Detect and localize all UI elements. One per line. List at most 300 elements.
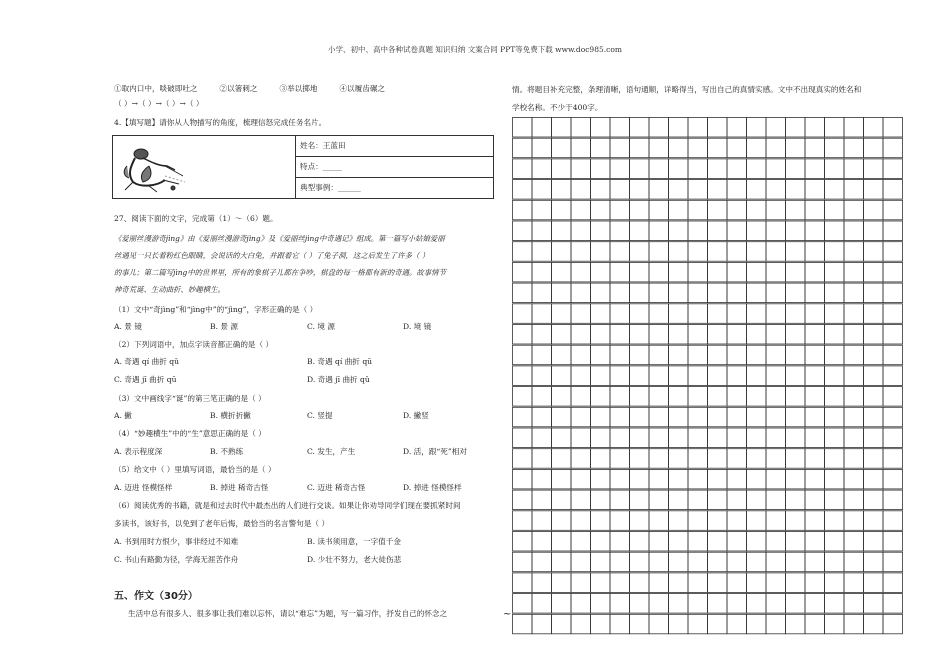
- grid-cell[interactable]: [747, 221, 767, 241]
- grid-cell[interactable]: [630, 221, 650, 241]
- grid-cell[interactable]: [805, 118, 825, 138]
- grid-cell[interactable]: [571, 407, 591, 427]
- grid-cell[interactable]: [766, 511, 786, 531]
- grid-cell[interactable]: [649, 138, 669, 158]
- grid-cell[interactable]: [552, 159, 572, 179]
- grid-cell[interactable]: [844, 242, 864, 262]
- grid-cell[interactable]: [805, 532, 825, 552]
- grid-cell[interactable]: [727, 304, 747, 324]
- grid-cell[interactable]: [649, 490, 669, 510]
- grid-cell[interactable]: [708, 221, 728, 241]
- grid-cell[interactable]: [610, 511, 630, 531]
- grid-cell[interactable]: [727, 469, 747, 489]
- grid-cell[interactable]: [571, 138, 591, 158]
- grid-cell[interactable]: [591, 200, 611, 220]
- grid-cell[interactable]: [552, 366, 572, 386]
- grid-cell[interactable]: [727, 283, 747, 303]
- grid-cell[interactable]: [766, 614, 786, 634]
- grid-cell[interactable]: [766, 594, 786, 614]
- grid-cell[interactable]: [513, 428, 533, 448]
- grid-cell[interactable]: [591, 490, 611, 510]
- grid-cell[interactable]: [513, 449, 533, 469]
- grid-cell[interactable]: [630, 594, 650, 614]
- grid-cell[interactable]: [747, 428, 767, 448]
- grid-cell[interactable]: [688, 138, 708, 158]
- grid-cell[interactable]: [571, 511, 591, 531]
- grid-cell[interactable]: [649, 449, 669, 469]
- grid-cell[interactable]: [532, 407, 552, 427]
- grid-cell[interactable]: [610, 469, 630, 489]
- grid-cell[interactable]: [688, 200, 708, 220]
- grid-cell[interactable]: [786, 180, 806, 200]
- grid-cell[interactable]: [805, 159, 825, 179]
- grid-cell[interactable]: [844, 490, 864, 510]
- grid-cell[interactable]: [825, 469, 845, 489]
- grid-cell[interactable]: [786, 449, 806, 469]
- grid-cell[interactable]: [786, 387, 806, 407]
- grid-cell[interactable]: [688, 428, 708, 448]
- grid-cell[interactable]: [747, 138, 767, 158]
- grid-cell[interactable]: [747, 511, 767, 531]
- grid-cell[interactable]: [844, 552, 864, 572]
- grid-cell[interactable]: [825, 159, 845, 179]
- grid-cell[interactable]: [688, 387, 708, 407]
- grid-cell[interactable]: [630, 138, 650, 158]
- grid-cell[interactable]: [727, 242, 747, 262]
- grid-cell[interactable]: [591, 594, 611, 614]
- grid-cell[interactable]: [571, 283, 591, 303]
- grid-cell[interactable]: [630, 552, 650, 572]
- grid-cell[interactable]: [825, 242, 845, 262]
- grid-cell[interactable]: [766, 180, 786, 200]
- grid-cell[interactable]: [844, 283, 864, 303]
- grid-cell[interactable]: [669, 345, 689, 365]
- grid-cell[interactable]: [786, 283, 806, 303]
- grid-cell[interactable]: [747, 614, 767, 634]
- grid-cell[interactable]: [610, 594, 630, 614]
- grid-cell[interactable]: [825, 407, 845, 427]
- grid-cell[interactable]: [688, 532, 708, 552]
- grid-cell[interactable]: [532, 469, 552, 489]
- grid-cell[interactable]: [844, 221, 864, 241]
- grid-cell[interactable]: [630, 242, 650, 262]
- grid-cell[interactable]: [591, 159, 611, 179]
- grid-cell[interactable]: [610, 449, 630, 469]
- grid-cell[interactable]: [669, 469, 689, 489]
- grid-cell[interactable]: [805, 345, 825, 365]
- grid-cell[interactable]: [883, 407, 903, 427]
- grid-cell[interactable]: [610, 325, 630, 345]
- grid-cell[interactable]: [864, 304, 884, 324]
- grid-cell[interactable]: [883, 387, 903, 407]
- grid-cell[interactable]: [825, 118, 845, 138]
- grid-cell[interactable]: [532, 449, 552, 469]
- grid-cell[interactable]: [669, 511, 689, 531]
- grid-cell[interactable]: [610, 304, 630, 324]
- grid-cell[interactable]: [649, 242, 669, 262]
- grid-cell[interactable]: [708, 283, 728, 303]
- grid-cell[interactable]: [669, 594, 689, 614]
- grid-cell[interactable]: [669, 200, 689, 220]
- grid-cell[interactable]: [708, 532, 728, 552]
- grid-cell[interactable]: [532, 242, 552, 262]
- grid-cell[interactable]: [883, 614, 903, 634]
- grid-cell[interactable]: [864, 325, 884, 345]
- composition-grid[interactable]: [512, 117, 904, 637]
- grid-cell[interactable]: [805, 387, 825, 407]
- grid-cell[interactable]: [513, 262, 533, 282]
- grid-cell[interactable]: [727, 118, 747, 138]
- grid-cell[interactable]: [708, 387, 728, 407]
- grid-cell[interactable]: [571, 614, 591, 634]
- grid-cell[interactable]: [844, 387, 864, 407]
- grid-cell[interactable]: [727, 325, 747, 345]
- grid-cell[interactable]: [591, 407, 611, 427]
- grid-cell[interactable]: [747, 532, 767, 552]
- grid-cell[interactable]: [610, 614, 630, 634]
- grid-cell[interactable]: [552, 221, 572, 241]
- grid-cell[interactable]: [610, 118, 630, 138]
- grid-cell[interactable]: [864, 469, 884, 489]
- grid-cell[interactable]: [649, 221, 669, 241]
- grid-cell[interactable]: [883, 428, 903, 448]
- grid-cell[interactable]: [727, 180, 747, 200]
- grid-cell[interactable]: [532, 532, 552, 552]
- grid-cell[interactable]: [591, 469, 611, 489]
- grid-cell[interactable]: [825, 180, 845, 200]
- grid-cell[interactable]: [669, 180, 689, 200]
- grid-cell[interactable]: [766, 325, 786, 345]
- grid-cell[interactable]: [786, 366, 806, 386]
- grid-cell[interactable]: [708, 490, 728, 510]
- grid-cell[interactable]: [805, 138, 825, 158]
- grid-cell[interactable]: [786, 614, 806, 634]
- grid-cell[interactable]: [532, 428, 552, 448]
- grid-cell[interactable]: [883, 200, 903, 220]
- grid-cell[interactable]: [844, 594, 864, 614]
- grid-cell[interactable]: [786, 262, 806, 282]
- grid-cell[interactable]: [844, 262, 864, 282]
- grid-cell[interactable]: [805, 180, 825, 200]
- grid-cell[interactable]: [825, 345, 845, 365]
- grid-cell[interactable]: [571, 345, 591, 365]
- grid-cell[interactable]: [552, 573, 572, 593]
- grid-cell[interactable]: [727, 594, 747, 614]
- grid-cell[interactable]: [630, 304, 650, 324]
- grid-cell[interactable]: [513, 118, 533, 138]
- grid-cell[interactable]: [786, 159, 806, 179]
- grid-cell[interactable]: [513, 594, 533, 614]
- grid-cell[interactable]: [883, 469, 903, 489]
- grid-cell[interactable]: [649, 407, 669, 427]
- grid-cell[interactable]: [591, 283, 611, 303]
- grid-cell[interactable]: [747, 407, 767, 427]
- grid-cell[interactable]: [513, 366, 533, 386]
- grid-cell[interactable]: [610, 159, 630, 179]
- grid-cell[interactable]: [552, 180, 572, 200]
- grid-cell[interactable]: [708, 242, 728, 262]
- grid-cell[interactable]: [649, 387, 669, 407]
- grid-cell[interactable]: [864, 407, 884, 427]
- grid-cell[interactable]: [630, 283, 650, 303]
- grid-cell[interactable]: [532, 262, 552, 282]
- grid-cell[interactable]: [708, 262, 728, 282]
- grid-cell[interactable]: [688, 552, 708, 572]
- grid-cell[interactable]: [610, 407, 630, 427]
- grid-cell[interactable]: [844, 511, 864, 531]
- grid-cell[interactable]: [805, 407, 825, 427]
- grid-cell[interactable]: [630, 511, 650, 531]
- grid-cell[interactable]: [591, 180, 611, 200]
- grid-cell[interactable]: [883, 594, 903, 614]
- grid-cell[interactable]: [766, 242, 786, 262]
- grid-cell[interactable]: [747, 594, 767, 614]
- grid-cell[interactable]: [786, 490, 806, 510]
- grid-cell[interactable]: [844, 428, 864, 448]
- grid-cell[interactable]: [591, 449, 611, 469]
- grid-cell[interactable]: [708, 304, 728, 324]
- grid-cell[interactable]: [649, 304, 669, 324]
- grid-cell[interactable]: [747, 118, 767, 138]
- grid-cell[interactable]: [708, 325, 728, 345]
- grid-cell[interactable]: [532, 511, 552, 531]
- grid-cell[interactable]: [610, 221, 630, 241]
- grid-cell[interactable]: [552, 242, 572, 262]
- grid-cell[interactable]: [610, 387, 630, 407]
- grid-cell[interactable]: [766, 573, 786, 593]
- grid-cell[interactable]: [786, 138, 806, 158]
- grid-cell[interactable]: [844, 573, 864, 593]
- grid-cell[interactable]: [513, 242, 533, 262]
- grid-cell[interactable]: [552, 552, 572, 572]
- grid-cell[interactable]: [864, 200, 884, 220]
- grid-cell[interactable]: [610, 573, 630, 593]
- grid-cell[interactable]: [513, 490, 533, 510]
- grid-cell[interactable]: [844, 200, 864, 220]
- grid-cell[interactable]: [669, 490, 689, 510]
- grid-cell[interactable]: [669, 387, 689, 407]
- grid-cell[interactable]: [532, 366, 552, 386]
- grid-cell[interactable]: [513, 283, 533, 303]
- grid-cell[interactable]: [688, 262, 708, 282]
- grid-cell[interactable]: [766, 262, 786, 282]
- grid-cell[interactable]: [532, 200, 552, 220]
- grid-cell[interactable]: [825, 304, 845, 324]
- grid-cell[interactable]: [708, 159, 728, 179]
- grid-cell[interactable]: [805, 614, 825, 634]
- grid-cell[interactable]: [708, 573, 728, 593]
- grid-cell[interactable]: [688, 283, 708, 303]
- grid-cell[interactable]: [571, 594, 591, 614]
- grid-cell[interactable]: [883, 511, 903, 531]
- grid-cell[interactable]: [805, 469, 825, 489]
- grid-cell[interactable]: [864, 242, 884, 262]
- grid-cell[interactable]: [649, 180, 669, 200]
- grid-cell[interactable]: [708, 200, 728, 220]
- grid-cell[interactable]: [630, 345, 650, 365]
- grid-cell[interactable]: [766, 428, 786, 448]
- grid-cell[interactable]: [883, 325, 903, 345]
- grid-cell[interactable]: [669, 449, 689, 469]
- grid-cell[interactable]: [747, 159, 767, 179]
- grid-cell[interactable]: [669, 532, 689, 552]
- grid-cell[interactable]: [864, 573, 884, 593]
- grid-cell[interactable]: [610, 138, 630, 158]
- grid-cell[interactable]: [571, 428, 591, 448]
- grid-cell[interactable]: [727, 449, 747, 469]
- grid-cell[interactable]: [864, 366, 884, 386]
- grid-cell[interactable]: [727, 614, 747, 634]
- grid-cell[interactable]: [552, 449, 572, 469]
- grid-cell[interactable]: [786, 118, 806, 138]
- grid-cell[interactable]: [825, 490, 845, 510]
- grid-cell[interactable]: [864, 594, 884, 614]
- grid-cell[interactable]: [630, 428, 650, 448]
- grid-cell[interactable]: [571, 118, 591, 138]
- grid-cell[interactable]: [571, 159, 591, 179]
- grid-cell[interactable]: [571, 200, 591, 220]
- grid-cell[interactable]: [786, 532, 806, 552]
- grid-cell[interactable]: [727, 407, 747, 427]
- grid-cell[interactable]: [571, 449, 591, 469]
- grid-cell[interactable]: [708, 449, 728, 469]
- grid-cell[interactable]: [708, 180, 728, 200]
- grid-cell[interactable]: [669, 366, 689, 386]
- grid-cell[interactable]: [844, 407, 864, 427]
- grid-cell[interactable]: [864, 490, 884, 510]
- grid-cell[interactable]: [532, 345, 552, 365]
- grid-cell[interactable]: [688, 594, 708, 614]
- grid-cell[interactable]: [844, 449, 864, 469]
- grid-cell[interactable]: [571, 387, 591, 407]
- grid-cell[interactable]: [844, 304, 864, 324]
- grid-cell[interactable]: [727, 573, 747, 593]
- grid-cell[interactable]: [630, 180, 650, 200]
- grid-cell[interactable]: [864, 614, 884, 634]
- grid-cell[interactable]: [513, 387, 533, 407]
- grid-cell[interactable]: [747, 200, 767, 220]
- grid-cell[interactable]: [883, 138, 903, 158]
- grid-cell[interactable]: [766, 449, 786, 469]
- grid-cell[interactable]: [669, 262, 689, 282]
- grid-cell[interactable]: [513, 552, 533, 572]
- grid-cell[interactable]: [513, 345, 533, 365]
- grid-cell[interactable]: [591, 573, 611, 593]
- grid-cell[interactable]: [747, 490, 767, 510]
- grid-cell[interactable]: [844, 180, 864, 200]
- grid-cell[interactable]: [844, 469, 864, 489]
- grid-cell[interactable]: [688, 407, 708, 427]
- grid-cell[interactable]: [513, 573, 533, 593]
- grid-cell[interactable]: [630, 262, 650, 282]
- grid-cell[interactable]: [825, 366, 845, 386]
- grid-cell[interactable]: [610, 345, 630, 365]
- grid-cell[interactable]: [532, 159, 552, 179]
- grid-cell[interactable]: [883, 118, 903, 138]
- grid-cell[interactable]: [883, 573, 903, 593]
- grid-cell[interactable]: [552, 200, 572, 220]
- grid-cell[interactable]: [864, 283, 884, 303]
- grid-cell[interactable]: [727, 490, 747, 510]
- grid-cell[interactable]: [883, 490, 903, 510]
- grid-cell[interactable]: [727, 138, 747, 158]
- grid-cell[interactable]: [825, 449, 845, 469]
- grid-cell[interactable]: [708, 407, 728, 427]
- grid-cell[interactable]: [825, 573, 845, 593]
- grid-cell[interactable]: [766, 221, 786, 241]
- grid-cell[interactable]: [883, 366, 903, 386]
- grid-cell[interactable]: [513, 138, 533, 158]
- grid-cell[interactable]: [649, 200, 669, 220]
- grid-cell[interactable]: [532, 325, 552, 345]
- grid-cell[interactable]: [864, 449, 884, 469]
- grid-cell[interactable]: [591, 511, 611, 531]
- grid-cell[interactable]: [532, 490, 552, 510]
- grid-cell[interactable]: [864, 552, 884, 572]
- grid-cell[interactable]: [513, 304, 533, 324]
- grid-cell[interactable]: [747, 242, 767, 262]
- grid-cell[interactable]: [883, 283, 903, 303]
- grid-cell[interactable]: [688, 614, 708, 634]
- grid-cell[interactable]: [786, 428, 806, 448]
- grid-cell[interactable]: [513, 614, 533, 634]
- grid-cell[interactable]: [747, 573, 767, 593]
- grid-cell[interactable]: [669, 325, 689, 345]
- grid-cell[interactable]: [669, 614, 689, 634]
- grid-cell[interactable]: [766, 345, 786, 365]
- grid-cell[interactable]: [610, 490, 630, 510]
- grid-cell[interactable]: [805, 262, 825, 282]
- grid-cell[interactable]: [766, 200, 786, 220]
- grid-cell[interactable]: [649, 118, 669, 138]
- grid-cell[interactable]: [669, 159, 689, 179]
- grid-cell[interactable]: [864, 138, 884, 158]
- grid-cell[interactable]: [669, 221, 689, 241]
- grid-cell[interactable]: [552, 283, 572, 303]
- grid-cell[interactable]: [591, 242, 611, 262]
- grid-cell[interactable]: [825, 221, 845, 241]
- grid-cell[interactable]: [766, 490, 786, 510]
- grid-cell[interactable]: [747, 325, 767, 345]
- grid-cell[interactable]: [727, 159, 747, 179]
- grid-cell[interactable]: [532, 614, 552, 634]
- grid-cell[interactable]: [532, 283, 552, 303]
- grid-cell[interactable]: [844, 118, 864, 138]
- grid-cell[interactable]: [552, 490, 572, 510]
- grid-cell[interactable]: [610, 200, 630, 220]
- grid-cell[interactable]: [532, 594, 552, 614]
- grid-cell[interactable]: [532, 552, 552, 572]
- grid-cell[interactable]: [552, 594, 572, 614]
- grid-cell[interactable]: [825, 428, 845, 448]
- grid-cell[interactable]: [591, 221, 611, 241]
- grid-cell[interactable]: [591, 614, 611, 634]
- grid-cell[interactable]: [747, 262, 767, 282]
- grid-cell[interactable]: [649, 469, 669, 489]
- grid-cell[interactable]: [727, 428, 747, 448]
- grid-cell[interactable]: [688, 345, 708, 365]
- grid-cell[interactable]: [747, 366, 767, 386]
- grid-cell[interactable]: [630, 573, 650, 593]
- grid-cell[interactable]: [864, 428, 884, 448]
- grid-cell[interactable]: [805, 552, 825, 572]
- grid-cell[interactable]: [708, 345, 728, 365]
- grid-cell[interactable]: [883, 221, 903, 241]
- grid-cell[interactable]: [766, 552, 786, 572]
- grid-cell[interactable]: [766, 532, 786, 552]
- grid-cell[interactable]: [708, 552, 728, 572]
- grid-cell[interactable]: [532, 118, 552, 138]
